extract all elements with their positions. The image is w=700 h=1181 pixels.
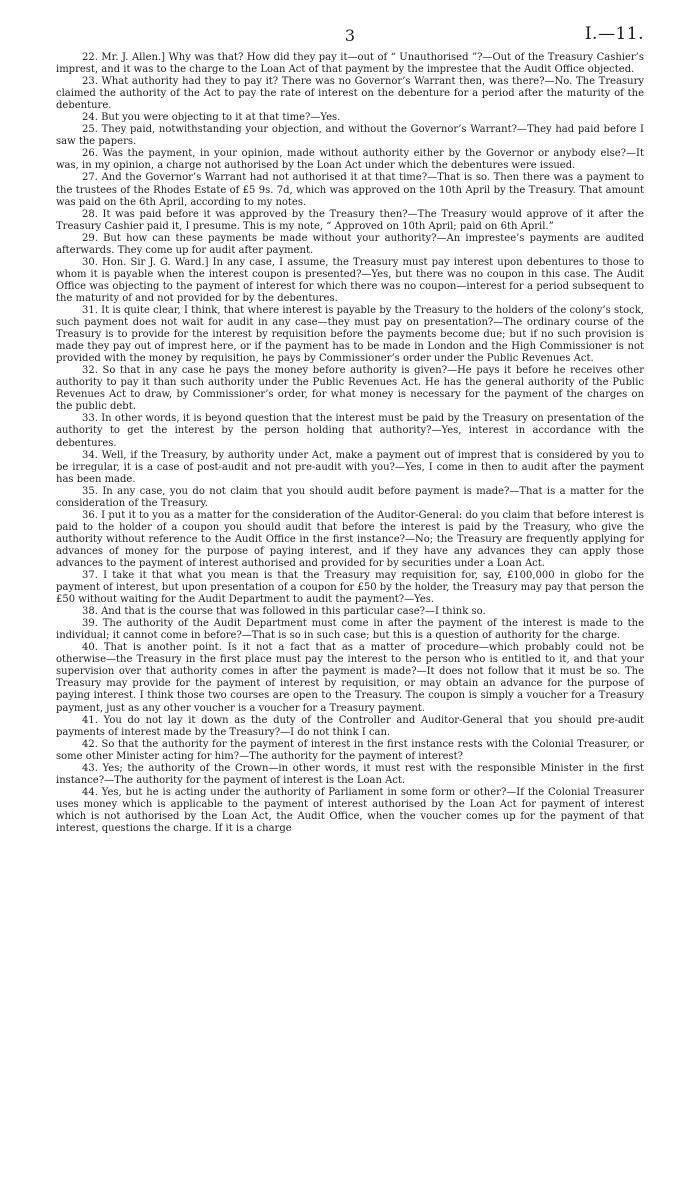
document-reference: I.—11. [584,24,644,44]
paragraph-37: 37. I take it that what you mean is that the Treasury may requisition for, say, £100,000 in globo for the payment of interest, but upon presentation of a coupon for £50 by the holder, the Treasury may pay that person the £50 without waiting for the Audit Department to audit the payment?—Yes. [56,570,644,606]
page-number: 3 [344,26,356,45]
paragraph-32: 32. So that in any case he pays the money before authority is given?—He pays it before he receives other authority to pay it than such authority under the Public Revenues Act. He has the general authority of the Public Revenues Act to draw, by Commissioner’s order, for what money is necessary for the payment of the charges on the public debt. [56,365,644,413]
paragraph-31: 31. It is quite clear, I think, that where interest is payable by the Treasury to the holders of the colony’s stock, such payment does not wait for audit in any case—they must pay on presentation?—The ordinary course of the Treasury is to provide for the interest by requisition before the payments become due; but if no such provision is made they pay out of imprest here, or if the payment has to be made in London and the High Commissioner is not provided with the money by requisition, he pays by Commissioner’s order under the Public Revenues Act. [56,304,644,365]
evidence-text [56,52,644,835]
paragraph-34: 34. Well, if the Treasury, by authority under Act, make a payment out of imprest that is considered by you to be irregular, it is a case of post-audit and not pre-audit with you?—Yes, I come in then to audit after the payment has been made. [56,449,644,485]
paragraph-27: 27. And the Governor’s Warrant had not authorised it at that time?—That is so. Then there was a payment to the trustees of the Rhodes Estate of £5 9s. 7d, which was approved on the 10th April by the Treasury. That amount was paid on the 6th April, according to my notes. [56,172,644,208]
page-header [56,24,644,48]
paragraph-25: 25. They paid, notwithstanding your objection, and without the Governor’s Warrant?—They had paid before I saw the papers. [56,124,644,148]
paragraph-44: 44. Yes, but he is acting under the authority of Parliament in some form or other?—If the Colonial Treasurer uses money which is applicable to the payment of interest authorised by the Loan Act for payment of interest which is not authorised by the Loan Act, the Audit Office, when the voucher comes up for the payment of that interest, questions the charge. If it is a charge [56,786,644,834]
paragraph-38: 38. And that is the course that was followed in this particular case?—I think so. [82,606,486,618]
paragraph-35: 35. In any case, you do not claim that you should audit before payment is made?—That is a matter for the consideration of the Treasury. [56,485,644,509]
paragraph-43: 43. Yes; the authority of the Crown—in other words, it must rest with the responsible Minister in the first instance?—The authority for the payment of interest is the Loan Act. [56,762,644,786]
paragraph-39: 39. The authority of the Audit Department must come in after the payment of the interest is made to the individual; it cannot come in before?—That is so in such case; but this is a question of authority for the charge. [56,618,644,642]
paragraph-30: 30. Hon. Sir J. G. Ward.] In any case, I assume, the Treasury must pay interest upon debentures to those to whom it is payable when the interest coupon is presented?—Yes, but there was no coupon in this case. The Audit Office was objecting to the payment of interest for which there was no coupon—interest for a period subsequent to the maturity of and not provided for by the debentures. [56,256,644,304]
paragraph-28: 28. It was paid before it was approved by the Treasury then?—The Treasury would approve of it after the Treasury Cashier paid it, I presume. This is my note, “ Approved on 10th April; paid on 6th April.” [56,208,644,232]
paragraph-41: 41. You do not lay it down as the duty of the Controller and Auditor-General that you should pre-audit payments of interest made by the Treasury?—I do not think I can. [56,714,644,738]
paragraph-24: 24. But you were objecting to it at that time?—Yes. [82,112,341,124]
paragraph-22: 22. Mr. J. Allen.] Why was that? How did they pay it—out of “ Unauthorised ”?—Out of the Treasury Cashier’s imprest, and it was to the charge to the Loan Act of that payment by the imprestee that the Audit Office objected. [56,52,644,76]
paragraph-26: 26. Was the payment, in your opinion, made without authority either by the Governor or anybody else?—It was, in my opinion, a charge not authorised by the Loan Act under which the debentures were issued. [56,148,644,172]
paragraph-42: 42. So that the authority for the payment of interest in the first instance rests with the Colonial Treasurer, or some other Minister acting for him?—The authority for the payment of interest? [56,738,644,762]
paragraph-29: 29. But how can these payments be made without your authority?—An imprestee’s payments are audited afterwards. They come up for audit after payment. [56,232,644,256]
paragraph-33: 33. In other words, it is beyond question that the interest must be paid by the Treasury on presentation of the authority to get the interest by the person holding that authority?—Yes, interest in accordance with the debentures. [56,413,644,449]
paragraph-40: 40. That is another point. Is it not a fact that as a matter of procedure—which probably could not be otherwise—the Treasury in the first place must pay the interest to the person who is entitled to it, and that your supervision over that authority comes in after the payment is made?—It does not follow that it must be so. The Treasury may provide for the payment of interest by requisition, or may obtain an advance for the purpose of paying interest. I think those two courses are open to the Treasury. The coupon is simply a voucher for a Treasury payment, just as any other voucher is a voucher for a Treasury payment. [56,642,644,714]
paragraph-36: 36. I put it to you as a matter for the consideration of the Auditor-General: do you claim that before interest is paid to the holder of a coupon you should audit that before the interest is paid by the Treasury, who give the authority without reference to the Audit Office in the first instance?—No; the Treasury are frequently applying for advances of money for the purpose of paying interest, and if they have any advances they can apply those advances to the payment of interest authorised and provided for by securities under a Loan Act. [56,509,644,569]
paragraph-23: 23. What authority had they to pay it? There was no Governor’s Warrant then, was there?—No. The Treasury claimed the authority of the Act to pay the rate of interest on the debenture for a period after the maturity of the debenture. [56,76,644,112]
